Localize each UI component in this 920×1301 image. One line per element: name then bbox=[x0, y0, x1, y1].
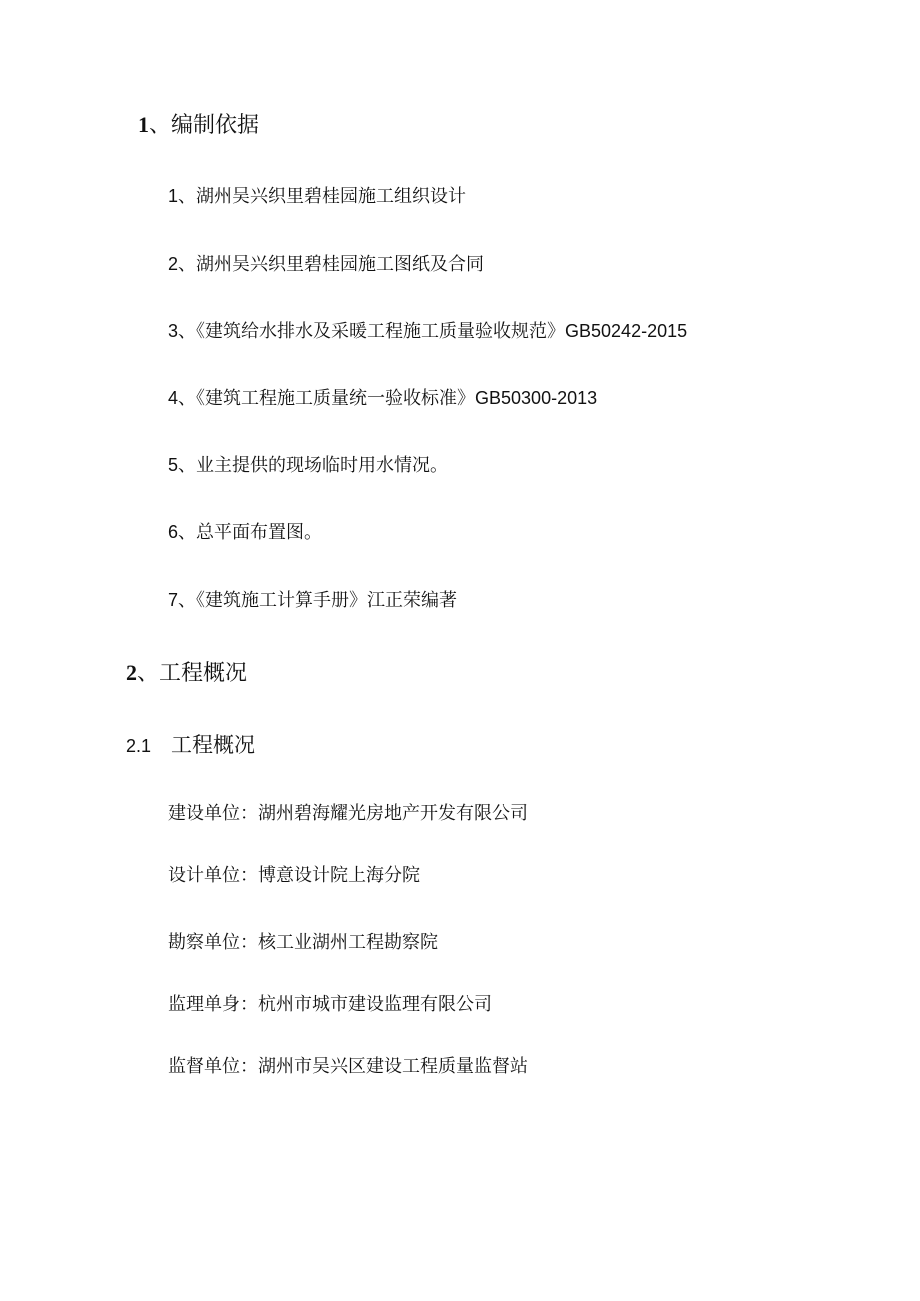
basis-item-number: 7 bbox=[168, 590, 179, 610]
basis-item-number: 2 bbox=[168, 254, 179, 274]
basis-item-7 bbox=[168, 591, 457, 610]
section-2-title: 、工程概况 bbox=[137, 661, 248, 686]
basis-item-6 bbox=[168, 523, 322, 542]
section-2-heading bbox=[126, 662, 247, 685]
basis-item-number: 4 bbox=[168, 388, 179, 408]
basis-item-2 bbox=[168, 255, 484, 274]
section-2-1-title: 工程概况 bbox=[171, 733, 256, 757]
field-design-unit: 设计单位：博意设计院上海分院 bbox=[168, 865, 420, 886]
basis-item-1 bbox=[168, 187, 466, 206]
basis-item-text: 、《建筑工程施工质量统一验收标准》 bbox=[178, 388, 476, 409]
section-1-heading bbox=[138, 114, 259, 137]
basis-item-number: 5 bbox=[168, 455, 179, 475]
section-2-number: 2 bbox=[126, 660, 137, 685]
field-construction-unit: 建设单位：湖州碧海耀光房地产开发有限公司 bbox=[168, 803, 528, 824]
basis-item-number: 3 bbox=[168, 321, 179, 341]
basis-item-3 bbox=[168, 322, 687, 341]
basis-item-code: GB50242-2015 bbox=[565, 321, 688, 341]
field-quality-supervision-unit: 监督单位：湖州市吴兴区建设工程质量监督站 bbox=[168, 1056, 528, 1077]
basis-item-text: 、总平面布置图。 bbox=[178, 522, 323, 543]
field-supervision-unit: 监理单身：杭州市城市建设监理有限公司 bbox=[168, 994, 492, 1015]
basis-item-text: 、业主提供的现场临时用水情况。 bbox=[178, 455, 449, 476]
basis-item-number: 1 bbox=[168, 186, 179, 206]
basis-item-text: 、湖州吴兴织里碧桂园施工图纸及合同 bbox=[178, 254, 485, 275]
basis-item-code: GB50300-2013 bbox=[475, 388, 598, 408]
basis-item-4 bbox=[168, 389, 597, 408]
section-2-1-heading bbox=[126, 735, 255, 756]
section-1-number: 1 bbox=[138, 112, 149, 137]
field-survey-unit: 勘察单位：核工业湖州工程勘察院 bbox=[168, 932, 438, 953]
section-1-title: 、编制依据 bbox=[149, 113, 260, 138]
basis-item-text: 、《建筑施工计算手册》江正荣编著 bbox=[178, 590, 458, 611]
basis-item-text: 、《建筑给水排水及采暖工程施工质量验收规范》 bbox=[178, 321, 566, 342]
section-2-1-number: 2.1 bbox=[126, 736, 152, 756]
basis-item-text: 、湖州吴兴织里碧桂园施工组织设计 bbox=[178, 186, 467, 207]
basis-item-5 bbox=[168, 456, 448, 475]
basis-item-number: 6 bbox=[168, 522, 179, 542]
